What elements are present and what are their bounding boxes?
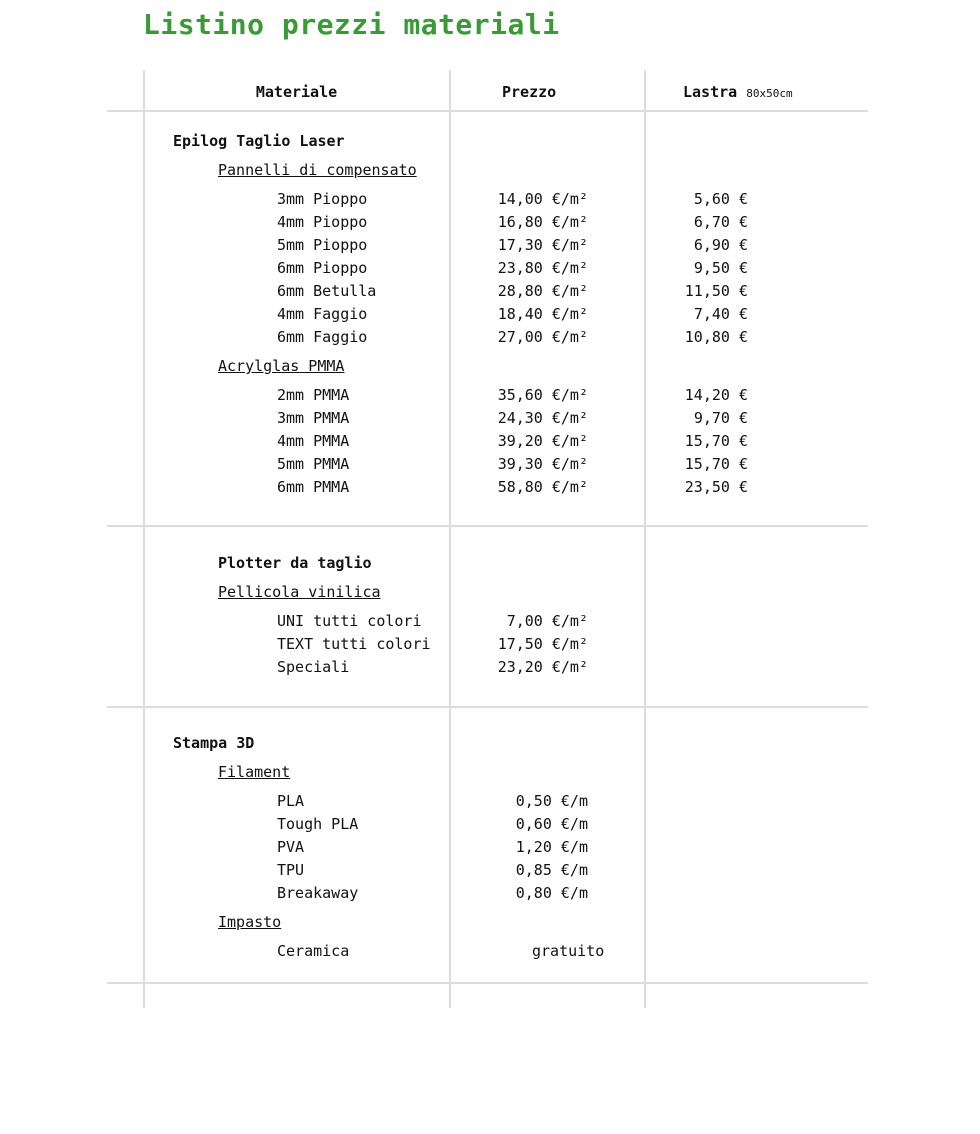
sheet-price: 10,80 €: [684, 328, 748, 346]
sheet-price: 11,50 €: [684, 282, 748, 300]
sheet-price: 15,70 €: [684, 455, 748, 473]
price-value: 58,80 €/m²: [497, 478, 588, 496]
group-title: Impasto: [218, 913, 282, 931]
grid-line: [107, 982, 868, 984]
group-title: Pannelli di compensato: [218, 161, 417, 179]
material-name: 5mm Pioppo: [277, 236, 368, 254]
grid-line: [143, 70, 145, 1008]
lastra-size: 80x50cm: [746, 87, 793, 100]
material-name: 6mm Faggio: [277, 328, 368, 346]
section-title: Epilog Taglio Laser: [173, 132, 345, 150]
section-title: Plotter da taglio: [218, 554, 372, 572]
price-value: 0,50 €/m: [515, 792, 588, 810]
price-value: 17,30 €/m²: [497, 236, 588, 254]
sheet-price: 15,70 €: [684, 432, 748, 450]
price-value: 39,30 €/m²: [497, 455, 588, 473]
sheet-price: 23,50 €: [684, 478, 748, 496]
price-value: 0,85 €/m: [515, 861, 588, 879]
group-title: Filament: [218, 763, 291, 781]
sheet-price: 5,60 €: [693, 190, 748, 208]
material-name: 4mm Pioppo: [277, 213, 368, 231]
column-header-lastra: Lastra 80x50cm: [683, 83, 793, 101]
price-value: 0,80 €/m: [515, 884, 588, 902]
price-value: 24,30 €/m²: [497, 409, 588, 427]
material-name: TPU: [277, 861, 305, 879]
group-title: Pellicola vinilica: [218, 583, 381, 601]
sheet-price: 14,20 €: [684, 386, 748, 404]
price-value: 1,20 €/m: [515, 838, 588, 856]
material-name: 6mm PMMA: [277, 478, 350, 496]
material-name: 3mm PMMA: [277, 409, 350, 427]
material-name: Breakaway: [277, 884, 359, 902]
material-name: UNI tutti colori: [277, 612, 422, 630]
grid-line: [644, 70, 646, 1008]
column-header-materiale: Materiale: [255, 83, 338, 101]
price-value: 7,00 €/m²: [506, 612, 588, 630]
price-value: 0,60 €/m: [515, 815, 588, 833]
material-name: 2mm PMMA: [277, 386, 350, 404]
sheet-price: 6,90 €: [693, 236, 748, 254]
material-name: Tough PLA: [277, 815, 359, 833]
price-value: 18,40 €/m²: [497, 305, 588, 323]
sheet-price: 9,50 €: [693, 259, 748, 277]
price-value: 23,80 €/m²: [497, 259, 588, 277]
material-name: PLA: [277, 792, 305, 810]
material-name: 6mm Betulla: [277, 282, 377, 300]
price-value: 35,60 €/m²: [497, 386, 588, 404]
material-name: 5mm PMMA: [277, 455, 350, 473]
price-value: 39,20 €/m²: [497, 432, 588, 450]
price-value: 17,50 €/m²: [497, 635, 588, 653]
material-name: Ceramica: [277, 942, 350, 960]
grid-line: [107, 706, 868, 708]
price-value: 23,20 €/m²: [497, 658, 588, 676]
grid-line: [107, 525, 868, 527]
group-title: Acrylglas PMMA: [218, 357, 345, 375]
price-value: 14,00 €/m²: [497, 190, 588, 208]
material-name: 4mm PMMA: [277, 432, 350, 450]
grid-line: [107, 110, 868, 112]
price-value: 27,00 €/m²: [497, 328, 588, 346]
price-value: 28,80 €/m²: [497, 282, 588, 300]
sheet-price: 7,40 €: [693, 305, 748, 323]
material-name: 3mm Pioppo: [277, 190, 368, 208]
section-title: Stampa 3D: [173, 734, 255, 752]
material-name: PVA: [277, 838, 305, 856]
sheet-price: 6,70 €: [693, 213, 748, 231]
sheet-price: 9,70 €: [693, 409, 748, 427]
price-value: gratuito: [532, 942, 605, 960]
material-name: Speciali: [277, 658, 350, 676]
material-name: 4mm Faggio: [277, 305, 368, 323]
price-value: 16,80 €/m²: [497, 213, 588, 231]
page-title: Listino prezzi materiali: [143, 8, 560, 41]
material-name: TEXT tutti colori: [277, 635, 431, 653]
material-name: 6mm Pioppo: [277, 259, 368, 277]
column-header-prezzo: Prezzo: [502, 83, 557, 101]
